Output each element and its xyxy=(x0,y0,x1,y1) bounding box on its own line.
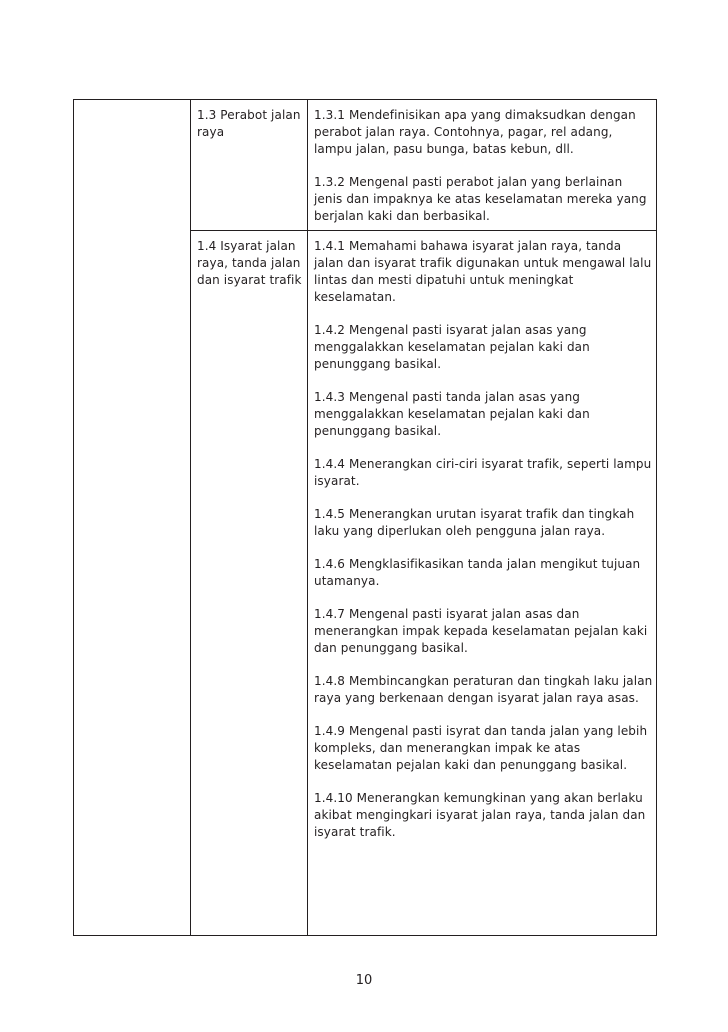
outcome-1-4-6: 1.4.6 Mengklasifikasikan tanda jalan mengikut tujuan utamanya. xyxy=(314,557,641,588)
outcome-1-4-1: 1.4.1 Memahami bahawa isyarat jalan raya, tanda jalan dan isyarat trafik digunakan untuk mengawal lalu lintas dan mesti dipatuhi untuk meningkat keselamatan. xyxy=(314,239,652,304)
outcome-1-4-2: 1.4.2 Mengenal pasti isyarat jalan asas yang menggalakkan keselamatan pejalan kaki dan penunggang basikal. xyxy=(314,323,590,371)
curriculum-table xyxy=(73,99,657,936)
outcome-1-4-7: 1.4.7 Mengenal pasti isyarat jalan asas dan menerangkan impak kepada keselamatan pejalan kaki dan penunggang basikal. xyxy=(314,607,648,655)
outcome-1-4-5: 1.4.5 Menerangkan urutan isyarat trafik dan tingkah laku yang diperlukan oleh pengguna jalan raya. xyxy=(314,507,635,538)
column-divider-2 xyxy=(307,100,308,935)
topic-cell-1-4: 1.4 Isyarat jalan raya, tanda jalan dan isyarat trafik xyxy=(197,239,302,287)
outcomes-cell-1-4 xyxy=(314,238,654,857)
outcome-1-4-8: 1.4.8 Membincangkan peraturan dan tingkah laku jalan raya yang berkenaan dengan isyarat jalan raya asas. xyxy=(314,674,653,705)
page-number: 10 xyxy=(355,973,373,988)
outcome-1-4-9: 1.4.9 Mengenal pasti isyrat dan tanda jalan yang lebih kompleks, dan menerangkan impak ke atas keselamatan pejalan kaki dan penunggang basikal. xyxy=(314,724,648,772)
topic-cell-1-3: 1.3 Perabot jalan raya xyxy=(197,108,301,139)
outcome-1-3-1: 1.3.1 Mendefinisikan apa yang dimaksudkan dengan perabot jalan raya. Contohnya, pagar, rel adang, lampu jalan, pasu bunga, batas kebun, dll. xyxy=(314,108,636,156)
column-divider-1 xyxy=(190,100,191,935)
outcome-1-4-4: 1.4.4 Menerangkan ciri-ciri isyarat trafik, seperti lampu isyarat. xyxy=(314,457,652,488)
outcomes-cell-1-3 xyxy=(314,107,654,241)
outcome-1-3-2: 1.3.2 Mengenal pasti perabot jalan yang berlainan jenis dan impaknya ke atas keselamatan mereka yang berjalan kaki dan berbasikal. xyxy=(314,175,647,223)
outcome-1-4-10: 1.4.10 Menerangkan kemungkinan yang akan berlaku akibat mengingkari isyarat jalan raya, tanda jalan dan isyarat trafik. xyxy=(314,791,646,839)
outcome-1-4-3: 1.4.3 Mengenal pasti tanda jalan asas yang menggalakkan keselamatan pejalan kaki dan penunggang basikal. xyxy=(314,390,590,438)
